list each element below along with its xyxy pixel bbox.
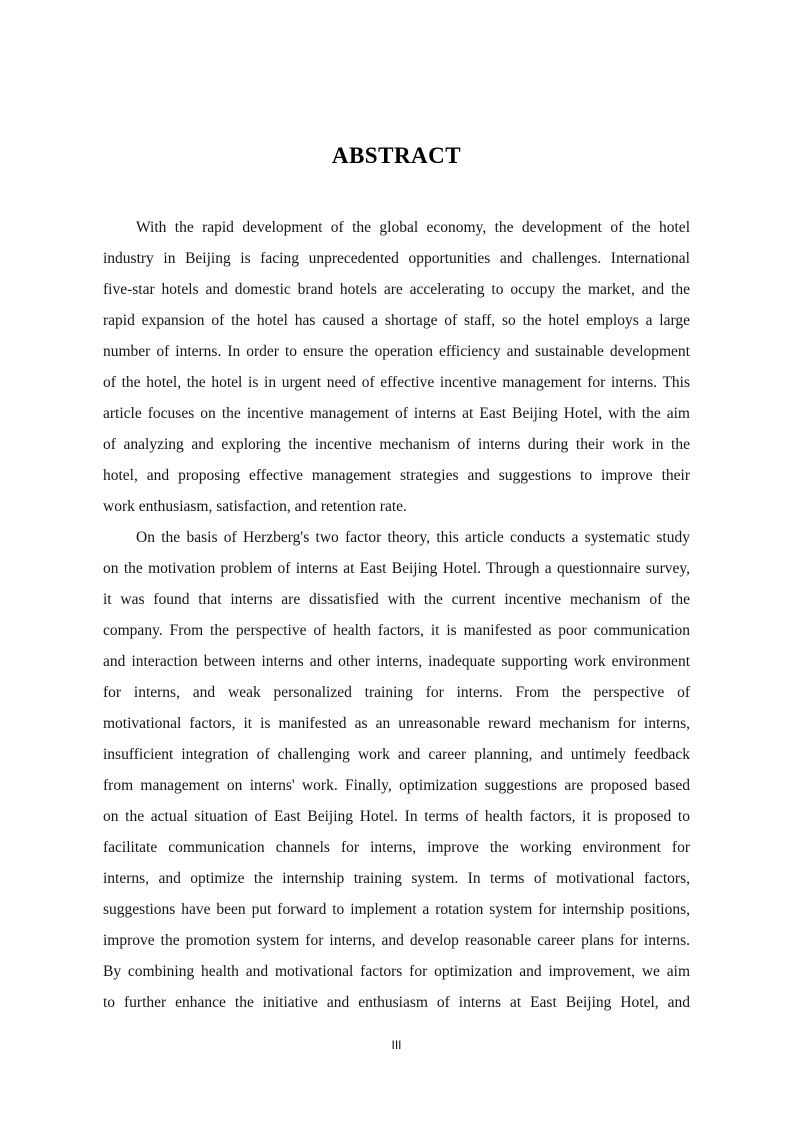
text-line: of the hotel, the hotel is in urgent need of effective incentive management for interns. This — [103, 374, 690, 391]
abstract-body — [103, 212, 690, 1018]
text-line: for interns, and weak personalized training for interns. From the perspective of — [103, 684, 690, 701]
text-line: to further enhance the initiative and enthusiasm of interns at East Beijing Hotel, and — [103, 994, 690, 1011]
text-line: motivational factors, it is manifested as an unreasonable reward mechanism for interns, — [103, 715, 690, 732]
text-line: By combining health and motivational factors for optimization and improvement, we aim — [103, 963, 690, 980]
text-line: facilitate communication channels for interns, improve the working environment for — [103, 839, 690, 856]
text-line: on the actual situation of East Beijing Hotel. In terms of health factors, it is proposed to — [103, 808, 690, 825]
text-line: interns, and optimize the internship training system. In terms of motivational factors, — [103, 870, 690, 887]
page-number: III — [391, 1038, 402, 1052]
text-line: work enthusiasm, satisfaction, and retention rate. — [103, 498, 407, 515]
text-line: suggestions have been put forward to implement a rotation system for internship positions, — [103, 901, 690, 918]
text-line: hotel, and proposing effective management strategies and suggestions to improve their — [103, 467, 690, 484]
text-line: from management on interns' work. Finally, optimization suggestions are proposed based — [103, 777, 690, 794]
text-line: number of interns. In order to ensure the operation efficiency and sustainable development — [103, 343, 690, 360]
text-line: on the motivation problem of interns at East Beijing Hotel. Through a questionnaire survey, — [103, 560, 690, 577]
page-footer — [0, 1036, 793, 1054]
text-line: industry in Beijing is facing unprecedented opportunities and challenges. International — [103, 250, 690, 267]
page-title: ABSTRACT — [331, 143, 462, 168]
text-line: insufficient integration of challenging work and career planning, and untimely feedback — [103, 746, 690, 763]
text-line: improve the promotion system for interns, and develop reasonable career plans for interns. — [103, 932, 690, 949]
text-line: and interaction between interns and other interns, inadequate supporting work environment — [103, 653, 690, 670]
text-line: rapid expansion of the hotel has caused a shortage of staff, so the hotel employs a large — [103, 312, 690, 329]
text-line: five-star hotels and domestic brand hotels are accelerating to occupy the market, and the — [103, 281, 690, 298]
text-line: company. From the perspective of health factors, it is manifested as poor communication — [103, 622, 690, 639]
text-line: On the basis of Herzberg's two factor theory, this article conducts a systematic study — [136, 529, 690, 546]
text-line: of analyzing and exploring the incentive mechanism of interns during their work in the — [103, 436, 690, 453]
text-line: it was found that interns are dissatisfied with the current incentive mechanism of the — [103, 591, 690, 608]
text-line: article focuses on the incentive management of interns at East Beijing Hotel, with the aim — [103, 405, 690, 422]
text-line: With the rapid development of the global economy, the development of the hotel — [136, 219, 690, 236]
